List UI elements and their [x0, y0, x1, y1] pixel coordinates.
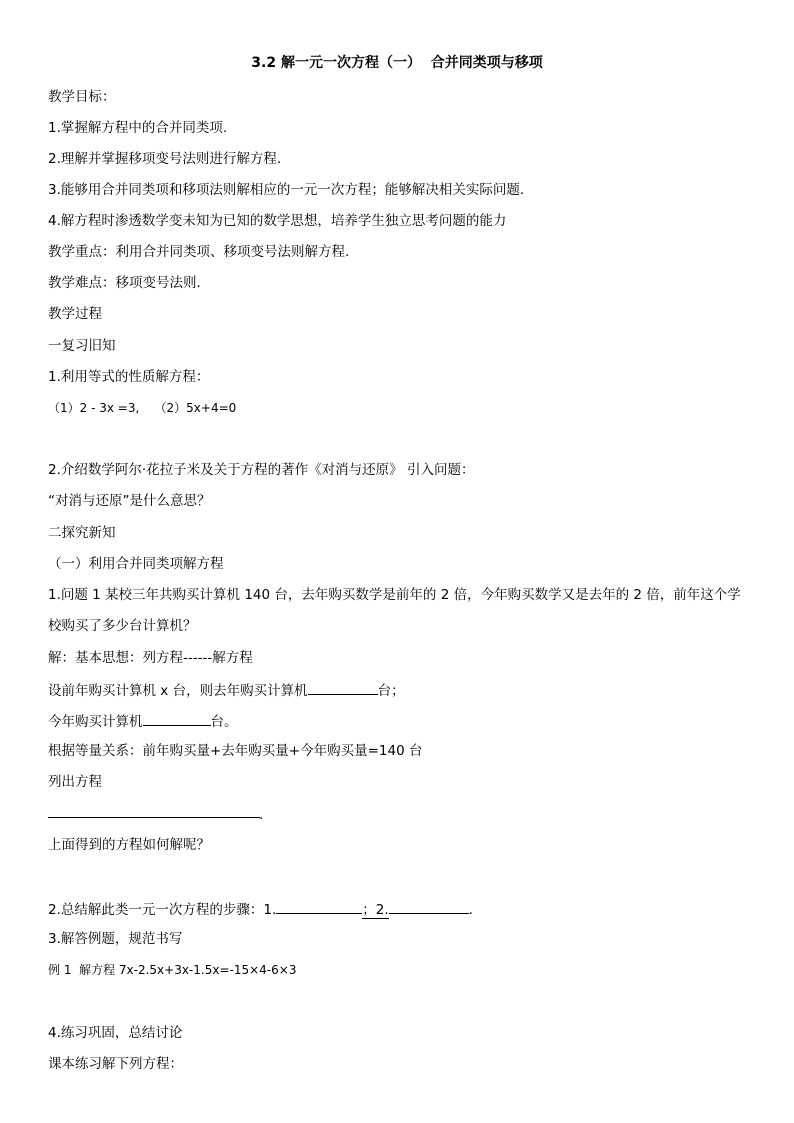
this-year-end: 台。: [210, 714, 238, 730]
blank-step-1[interactable]: [276, 899, 362, 914]
solution-idea: 解：基本思想：列方程------解方程: [48, 650, 253, 666]
summary-text: 2.总结解此类一元一次方程的步骤：1.: [48, 902, 277, 918]
key-point: 教学重点：利用合并同类项、移项变号法则解方程.: [48, 244, 350, 260]
list-equation: 列出方程: [48, 774, 102, 790]
let-variable-line: [48, 680, 405, 700]
practice-heading: 4.练习巩固，总结讨论: [48, 1025, 183, 1041]
equation-end: .: [259, 807, 264, 823]
this-year-text: 今年购买计算机: [48, 714, 143, 730]
sub-heading-1: （一）利用合并同类项解方程: [48, 556, 224, 572]
review-heading: 一复习旧知: [48, 338, 116, 354]
problem-1-line-2: 校购买了多少台计算机？: [48, 618, 197, 634]
explore-heading: 二探究新知: [48, 525, 116, 541]
document-title: 3.2 解一元一次方程（一） 合并同类项与移项: [251, 55, 543, 71]
equation-blank[interactable]: [48, 817, 260, 818]
review-question: “对消与还原”是什么意思？: [48, 493, 211, 509]
problem-1-line-1: 1.问题 1 某校三年共购买计算机 140 台，去年购买数学是前年的 2 倍，今年购买数学又是去年的 2 倍，前年这个学: [48, 587, 741, 603]
objective-2: 2.理解并掌握移项变号法则进行解方程.: [48, 151, 282, 167]
example-1: 例 1 解方程 7x-2.5x+3x-1.5x=-15×4-6×3: [48, 963, 297, 977]
review-item-2: 2.介绍数学阿尔·花拉子米及关于方程的著作《对消与还原》 引入问题：: [48, 462, 475, 478]
objective-1: 1.掌握解方程中的合并同类项.: [48, 120, 228, 136]
summary-end: .: [468, 902, 473, 918]
process-heading: 教学过程: [48, 306, 102, 322]
this-year-line: [48, 711, 238, 731]
practice-text: 课本练习解下列方程：: [48, 1056, 183, 1072]
let-text: 设前年购买计算机 x 台，则去年购买计算机: [48, 683, 308, 699]
review-item-1: 1.利用等式的性质解方程：: [48, 369, 210, 385]
difficulty: 教学难点：移项变号法则.: [48, 275, 201, 291]
objectives-heading: 教学目标：: [48, 89, 116, 105]
blank-last-year[interactable]: [308, 680, 378, 695]
review-equations: （1）2 - 3x =3, （2）5x+4=0: [48, 401, 237, 415]
example-heading: 3.解答例题，规范书写: [48, 931, 183, 947]
summary-separator: ；2.: [362, 902, 389, 918]
blank-step-2[interactable]: [389, 899, 469, 914]
relation-line: 根据等量关系：前年购买量+去年购买量+今年购买量=140 台: [48, 743, 423, 759]
summary-steps-line: [48, 899, 473, 919]
how-solve: 上面得到的方程如何解呢？: [48, 837, 210, 853]
objective-3: 3.能够用合并同类项和移项法则解相应的一元一次方程；能够解决相关实际问题.: [48, 182, 525, 198]
objective-4: 4.解方程时渗透数学变未知为已知的数学思想，培养学生独立思考问题的能力: [48, 213, 507, 229]
let-text-end: 台；: [377, 683, 405, 699]
blank-this-year[interactable]: [143, 711, 211, 726]
